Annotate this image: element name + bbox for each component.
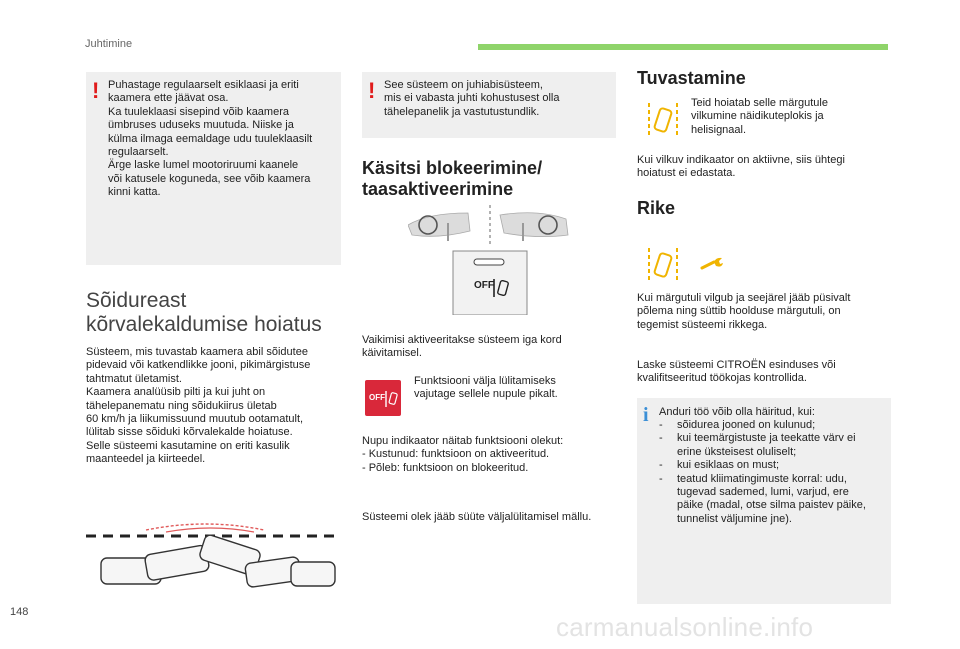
info-icon: i [643, 404, 649, 426]
service-wrench-icon [700, 256, 724, 272]
info-list-item: - kui teemärgistuste ja teekatte värv ei erine üksteisest oluliselt; [659, 432, 856, 458]
info-note-sensor [637, 398, 891, 604]
watermark: carmanualsonline.info [556, 612, 814, 642]
manual-deactivation-heading: Käsitsi blokeerimine/ taasaktiveerimine [362, 158, 543, 199]
long-press-text: Funktsiooni välja lülitamiseks vajutage sellele nupule pikalt. [414, 375, 558, 401]
off-button-icon [365, 380, 401, 416]
lane-assist-icon [492, 277, 512, 299]
detection-lamp-text: Teid hoiatab selle märgutule vilkumine näidikuteplokis ja helisignaal. [691, 97, 828, 136]
warning-note-text: Puhastage regulaarselt esiklaasi ja eriti kaamera ette jäävat osa. Ka tuuleklaasi sisepind võib kaamera ümbruses uduseks muutuda. Niiske ja külma ilmaga eemaldage udu tuuleklaasilt regulaarselt. Ärge laske lumel mootoriruumi kaanele või katusele koguneda, see võib kaamera kinni katta. [108, 79, 313, 199]
lane-departure-body: Süsteem, mis tuvastab kaamera abil sõidutee pidevaid või katkendlikke jooni, pikimärgistuse tahtmatut ületamist. Kaamera analüüsib pilti ja kui juht on tähelepanematu ning sõidukiirus ületab 60 km/h ja liikumissuund muutub ootamatult, lülitab sisse sõiduki kõrvalekalde hoiatuse. Selle süsteemi kasutamine on eriti kasulik maanteedel ja kiirteedel. [86, 346, 311, 466]
fault-lamp-icon [646, 246, 680, 282]
warning-note-driver-assist-text: See süsteem on juhiabisüsteem, mis ei vabasta juhti kohustusest olla tähelepanelik ja vastutustundlik. [384, 79, 560, 118]
info-list-item: - kui esiklaas on must; [659, 459, 780, 472]
warning-note-camera [86, 72, 341, 265]
fault-description-text: Kui märgutuli vilgub ja seejärel jääb püsivalt põlema ning süttib hoolduse märgutuli, on tegemist süsteemi rikkega. [637, 292, 851, 331]
info-list-item: - sõidurea jooned on kulunud; [659, 419, 816, 431]
detection-heading: Tuvastamine [637, 68, 746, 88]
dealer-check-text: Laske süsteemi CITROËN esinduses või kvalifitseeritud töökojas kontrollida. [637, 359, 836, 385]
info-list-item: - teatud kliimatingimuste korral: udu, tugevad sademed, lumi, varjud, ere päike (madal, otse silma paistev päike, tunnelist väljumine jne). [659, 472, 866, 525]
info-note-intro: Anduri töö võib olla häiritud, kui: [659, 406, 815, 418]
dashboard-illustration [408, 205, 573, 315]
lane-departure-heading: Sõidureast kõrvalekaldumise hoiatus [86, 289, 322, 336]
fault-heading: Rike [637, 198, 676, 218]
lane-departure-illustration [86, 520, 344, 588]
section-accent-bar [478, 44, 888, 50]
off-button-icon-label: OFF [369, 393, 385, 402]
section-label: Juhtimine [85, 38, 133, 50]
warning-icon: ! [368, 78, 376, 103]
detection-active-text: Kui vilkuv indikaator on aktiivne, siis ühtegi hoiatust ei edastata. [637, 154, 845, 180]
warning-note-driver-assist [362, 72, 616, 138]
state-memory-text: Süsteemi olek jääb süüte väljalülitamisel mällu. [362, 511, 592, 523]
indicator-state-text: Nupu indikaator näitab funktsiooni olekut: - Kustunud: funktsioon on aktiveeritud. - Põleb: funktsioon on blokeeritud. [362, 435, 564, 474]
off-button-label: OFF [474, 280, 494, 291]
lane-warning-lamp-icon [646, 101, 680, 137]
info-note-list [659, 419, 889, 526]
page-number: 148 [10, 606, 29, 618]
default-activation-text: Vaikimisi aktiveeritakse süsteem iga kord käivitamisel. [362, 334, 562, 360]
warning-icon: ! [92, 78, 100, 103]
